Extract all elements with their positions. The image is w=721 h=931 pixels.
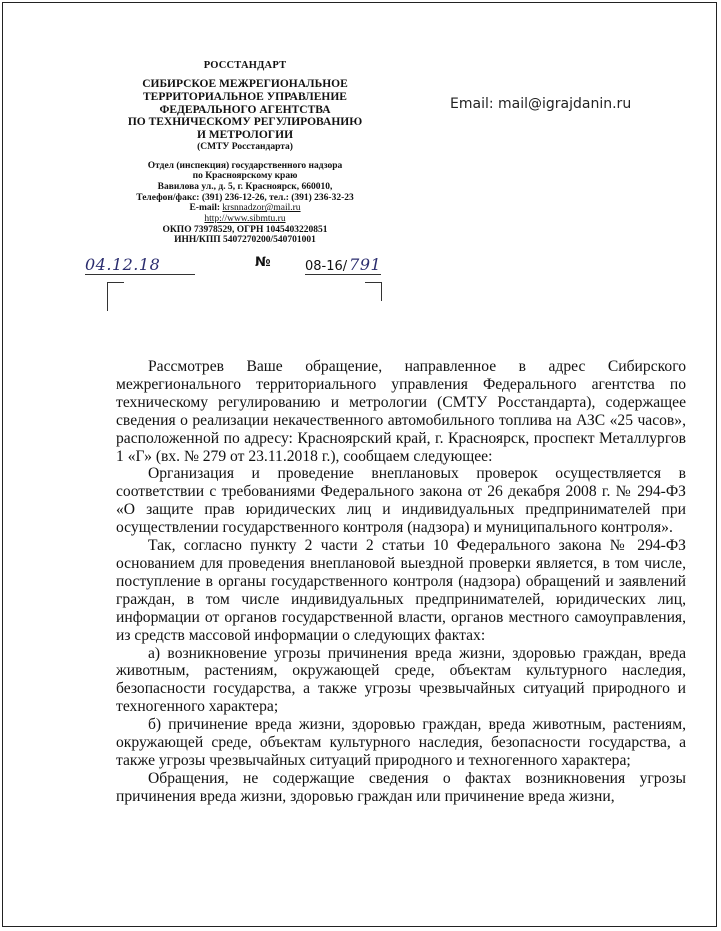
title-line: ФЕДЕРАЛЬНОГО АГЕНТСТВА	[159, 103, 331, 116]
registration-date	[85, 255, 195, 275]
address-corner-left	[107, 282, 124, 311]
letter-body	[116, 358, 686, 806]
organization-short-name: (СМТУ Росстандарта)	[197, 142, 293, 153]
letterhead-stamp	[90, 60, 400, 246]
recipient-email: Email: mail@igrajdanin.ru	[450, 96, 632, 112]
paragraph: а) возникновение угрозы причинения вреда жизни, здоровью граждан, вреда животным, растениям, окружающей среде, объектам культурного наследия, безопасности государства, а также угрозы чрезвычайных ситуаций природного и техногенного характера;	[116, 644, 686, 716]
paragraph: Рассмотрев Ваше обращение, направленное в адрес Сибирского межрегионального территориального управления Федерального агентства по техническому регулированию и метрологии (СМТУ Росстандарта), содержащее сведения о реализации некачественного автомобильного топлива на АЗС «25 часов», расположенной по адресу: Красноярский край, г. Красноярск, проспект Металлургов 1 «Г» (вх. № 279 от 23.11.2018 г.), сообщаем следующее:	[116, 358, 686, 465]
dept-line: по Красноярскому краю	[192, 171, 298, 182]
paragraph: Организация и проведение внеплановых проверок осуществляется в соответствии с требованиями Федерального закона от 26 декабря 2008 г. № 294-ФЗ «О защите прав юридических лиц и индивидуальных предпринимателей при осуществлении государственного контроля (надзора) и муниципального контроля».	[116, 465, 686, 537]
number-sign: №	[255, 255, 271, 270]
title-line: ПО ТЕХНИЧЕСКОМУ РЕГУЛИРОВАНИЮ	[127, 116, 363, 129]
registration-line	[85, 251, 390, 277]
dept-line: Отдел (инспекция) государственного надзора	[147, 160, 343, 171]
paragraph: б) причинение вреда жизни, здоровью граждан, вреда животным, растениям, окружающей среде, объектам культурного наследия, безопасности государства, а также угрозы чрезвычайных ситуаций природного и техногенного характера;	[116, 716, 686, 769]
website-line	[90, 214, 400, 225]
handwritten-date: 04.12.18	[85, 255, 161, 274]
address: Вавилова ул., д. 5, г. Красноярск, 660010,	[157, 182, 333, 192]
paragraph: Обращения, не содержащие сведения о фактах возникновения угрозы причинения вреда жизни, здоровью граждан или причинение вреда жизни,	[116, 769, 686, 805]
email-line	[90, 203, 400, 214]
email-link[interactable]: krsnnadzor@mail.ru	[222, 203, 301, 214]
paragraph: Так, согласно пункту 2 части 2 статьи 10 Федерального закона № 294-ФЗ основанием для проведения внеплановой выездной проверки является, в том числе, поступление в органы государственного контроля (надзора) обращений и заявлений граждан, в том числе индивидуальных предпринимателей, юридических лиц, информации от органов государственной власти, органов местного самоуправления, из средств массовой информации о следующих фактах:	[116, 537, 686, 644]
department-name	[90, 161, 400, 182]
number-prefix: 08-16/	[305, 259, 348, 274]
title-line: ТЕРРИТОРИАЛЬНОЕ УПРАВЛЕНИЕ	[143, 90, 347, 103]
agency-name: РОССТАНДАРТ	[203, 60, 287, 71]
registration-number	[305, 255, 381, 275]
email-label: E-mail:	[189, 203, 221, 214]
address-corner-right	[365, 282, 382, 301]
website-link[interactable]: http://www.sibmtu.ru	[204, 213, 286, 224]
handwritten-number: 791	[349, 255, 382, 274]
organization-title	[90, 78, 400, 142]
title-line: И МЕТРОЛОГИИ	[196, 129, 294, 142]
inn-kpp: ИНН/КПП 5407270200/540701001	[174, 235, 316, 246]
title-line: СИБИРСКОЕ МЕЖРЕГИОНАЛЬНОЕ	[142, 77, 348, 90]
okpo-ogrn: ОКПО 73978529, ОГРН 1045403220851	[162, 224, 328, 235]
phone: Телефон/факс: (391) 236-12-26, тел.: (391) 236-32-23	[136, 192, 354, 203]
